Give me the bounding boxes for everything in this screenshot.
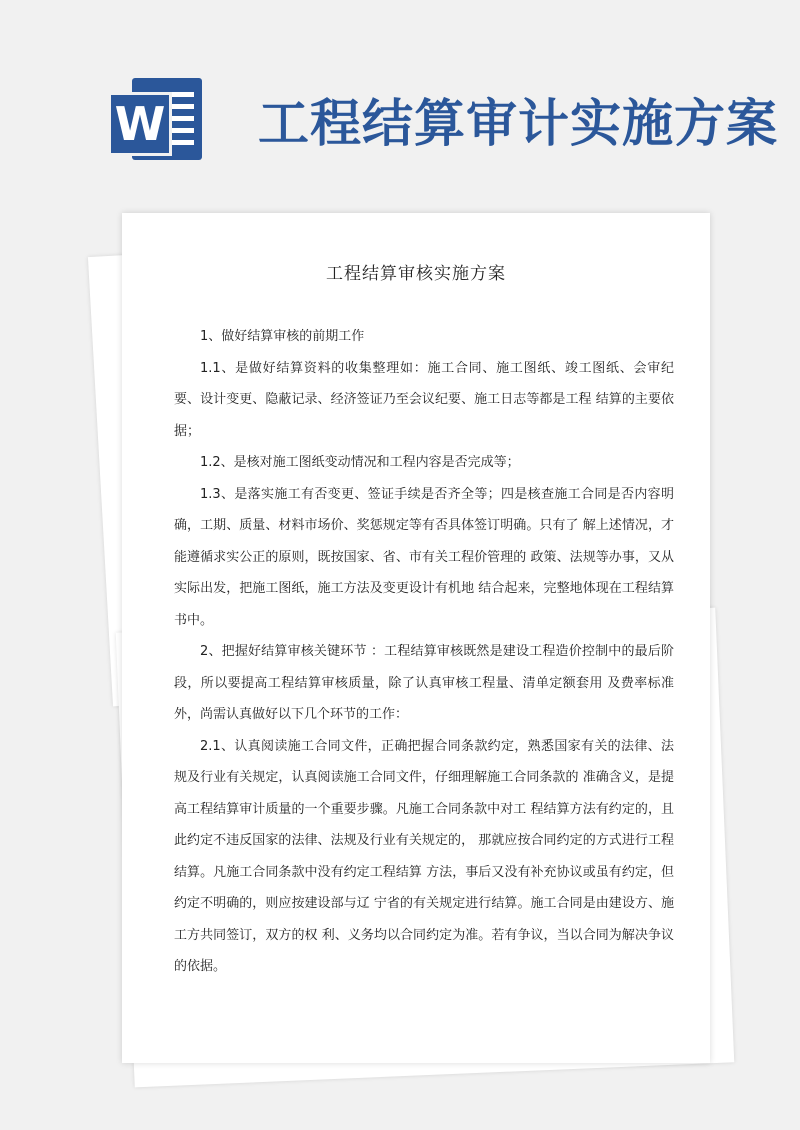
paragraph: 1、做好结算审核的前期工作 — [200, 329, 365, 344]
paragraph: 1.3、是落实施工有否变更、签证手续是否齐全等；四是核查施工合同是否内容明确，工期、质量、材料市场价、奖惩规定等有否具体签订明确。只有了 解上述情况，才能遵循求实公正的原则，既按国家、省、市有关工程价管理的 政策、法规等办事，又从实际出发，把施工图纸，施工方法及变更设计有机地 结合起来，完整地体现在工程结算书中。 — [174, 486, 674, 628]
document-title: 工程结算审核实施方案 — [326, 264, 506, 284]
paragraph: 2.1、认真阅读施工合同文件，正确把握合同条款约定，熟悉国家有关的法律、法规及行业有关规定，认真阅读施工合同文件，仔细理解施工合同条款的 准确含义，是提高工程结算审计质量的一个重要步骤。凡施工合同条款中对工 程结算方法有约定的，且此约定不违反国家的法律、法规及行业有关规定的， 那就应按合同约定的方式进行工程结算。凡施工合同条款中没有约定工程结算 方法，事后又没有补充协议或虽有约定，但约定不明确的，则应按建设部与辽 宁省的有关规定进行结算。施工合同是由建设方、施工方共同签订，双方的权 利、义务均以合同约定为准。若有争议，当以合同为解决争议的依据。 — [174, 738, 674, 974]
paragraph: 1.2、是核对施工图纸变动情况和工程内容是否完成等； — [200, 455, 520, 470]
word-letter: W — [108, 92, 172, 156]
paragraph: 2、把握好结算审核关键环节 ：工程结算审核既然是建设工程造价控制中的最后阶段，所以要提高工程结算审核质量，除了认真审核工程量、清单定额套用 及费率标准外，尚需认真做好以下几个环节的工作： — [174, 644, 674, 722]
word-logo-icon — [90, 70, 215, 165]
paragraph: 1.1、是做好结算资料的收集整理如：施工合同、施工图纸、竣工图纸、会审纪要、设计变更、隐蔽记录、经济签证乃至会议纪要、施工日志等都是工程 结算的主要依据； — [174, 360, 674, 439]
page-title: 工程结算审计实施方案 — [258, 94, 779, 154]
header — [0, 0, 800, 190]
document-body — [174, 321, 674, 983]
document-page — [122, 213, 710, 1063]
